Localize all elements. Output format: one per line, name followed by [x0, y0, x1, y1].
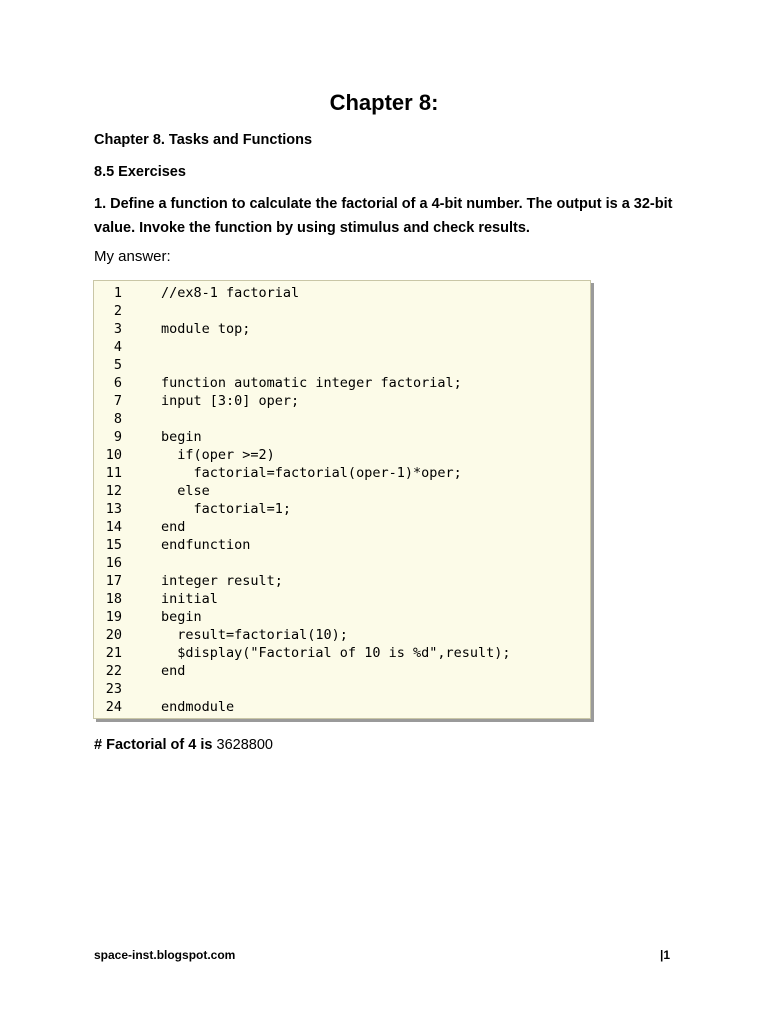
code-line [94, 626, 590, 644]
code-lines [94, 284, 590, 716]
code-text: end [161, 519, 186, 535]
code-text: begin [161, 429, 202, 445]
line-number: 17 [105, 573, 122, 589]
footer-site: space-inst.blogspot.com [94, 948, 236, 962]
line-number: 10 [105, 447, 122, 463]
code-text: module top; [161, 321, 251, 337]
code-line [94, 356, 590, 374]
code-line [94, 698, 590, 716]
code-line [94, 554, 590, 572]
code-text: input [3:0] oper; [161, 393, 300, 409]
line-number: 24 [105, 699, 122, 715]
result-label: # Factorial of 4 is [94, 737, 217, 753]
code-text: endfunction [161, 537, 251, 553]
line-number: 16 [105, 555, 122, 571]
code-line [94, 536, 590, 554]
code-text: integer result; [161, 573, 283, 589]
code-line [94, 518, 590, 536]
result-line [94, 734, 273, 756]
code-text: begin [161, 609, 202, 625]
line-number: 23 [105, 681, 122, 697]
line-number: 2 [113, 303, 122, 319]
code-line [94, 446, 590, 464]
chapter-title: Chapter 8: [329, 90, 439, 115]
code-line [94, 608, 590, 626]
code-line [94, 680, 590, 698]
code-text: if(oper >=2) [161, 447, 275, 463]
line-number: 21 [105, 645, 122, 661]
code-text: endmodule [161, 699, 235, 715]
footer-page-number: |1 [660, 948, 671, 962]
code-line [94, 428, 590, 446]
line-number: 8 [113, 411, 122, 427]
code-text: $display("Factorial of 10 is %d",result); [161, 645, 511, 661]
line-number: 19 [105, 609, 122, 625]
line-number: 4 [113, 339, 122, 355]
line-number: 22 [105, 663, 122, 679]
code-line [94, 320, 590, 338]
line-number: 3 [113, 321, 122, 337]
code-line [94, 572, 590, 590]
code-line [94, 590, 590, 608]
line-number: 15 [105, 537, 122, 553]
code-line [94, 374, 590, 392]
code-line [94, 644, 590, 662]
line-number: 6 [113, 375, 122, 391]
line-number: 12 [105, 483, 122, 499]
line-number: 11 [105, 465, 122, 481]
line-number: 1 [113, 285, 122, 301]
code-text: end [161, 663, 186, 679]
code-line [94, 662, 590, 680]
line-number: 20 [105, 627, 122, 643]
line-number: 14 [105, 519, 122, 535]
section-heading: 8.5 Exercises [94, 164, 186, 180]
code-line [94, 464, 590, 482]
code-text: else [161, 483, 210, 499]
code-line [94, 284, 590, 302]
code-line [94, 302, 590, 320]
code-line [94, 482, 590, 500]
code-text: factorial=1; [161, 501, 292, 517]
code-text: initial [161, 591, 218, 607]
code-text: factorial=factorial(oper-1)*oper; [161, 465, 462, 481]
line-number: 9 [113, 429, 122, 445]
chapter-subtitle: Chapter 8. Tasks and Functions [94, 132, 313, 148]
line-number: 18 [105, 591, 122, 607]
code-line [94, 392, 590, 410]
line-number: 13 [105, 501, 122, 517]
line-number: 5 [113, 357, 122, 373]
line-number: 7 [113, 393, 122, 409]
code-text: //ex8-1 factorial [161, 285, 300, 301]
answer-label: My answer: [94, 248, 171, 265]
code-line [94, 338, 590, 356]
code-line [94, 410, 590, 428]
exercise-text: 1. Define a function to calculate the factorial of a 4-bit number. The output is a 32-bit value. Invoke the function by using stimulus and check results. [94, 196, 673, 236]
code-line [94, 500, 590, 518]
code-listing [93, 280, 591, 719]
code-text: result=factorial(10); [161, 627, 348, 643]
code-text: function automatic integer factorial; [161, 375, 462, 391]
result-value: 3628800 [216, 737, 273, 753]
